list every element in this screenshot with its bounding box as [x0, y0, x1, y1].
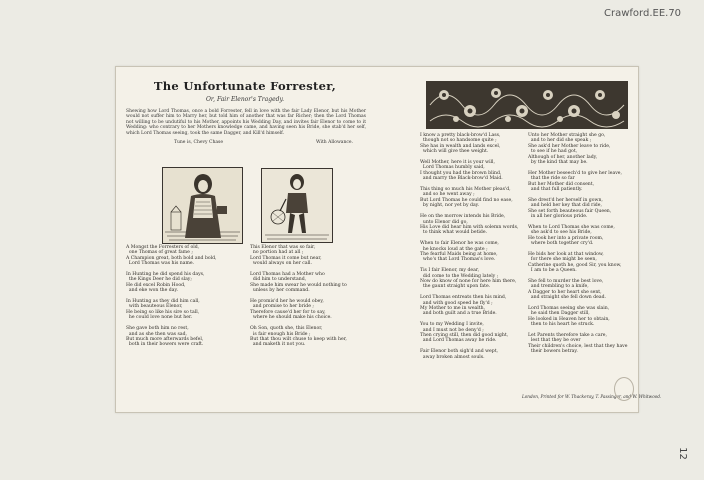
woodcut-woman-image — [162, 167, 243, 244]
page-number: 12 — [676, 447, 688, 460]
ballad-sheet — [115, 66, 662, 413]
tune-line: Tune is, Chevy Chase — [174, 140, 224, 145]
decorative-banner-image — [426, 81, 628, 129]
left-column — [116, 67, 374, 412]
printer-imprint: London, Printed for W. Thackeray, T. Passinger, and W. Whitwood. — [522, 394, 662, 399]
library-stamp — [614, 377, 634, 401]
verse-column-2: This Elenor that was so fair, no portion had at all ; Lord Thomas it come but near, would always on her call. Lord Thomas had a Mother who did him to understand, She made him swear he would nothing to unless by her command. He promis'd her he would obey, and promise to her bride ; Therefore cause'd her for to say, where he should make his choice. Oh Son, quoth she, this Elenor, is fair enough his Bride ; But that thou wilt chuse to keep with her, and maketh it not you. — [250, 245, 347, 348]
allowance-line: With Allowance. — [316, 140, 354, 145]
ballad-introduction: Shewing how Lord Thomas, once a bold Forrester, fell in love with the fair Lady Elenor, but his Mother would not suffer him to Marry her, but told him of another that was far Richer; then the Lord Thomas not willing to be undutiful to his Mother, appoints his Wedding Day, and invites fair Elenor to come to it Wedding: who contrary to her Mothers knowledge came, and having seen his Bride, she stab'd her self, which Lord Thomas seeing, took the same Dagger, and Kill'd himself. — [126, 109, 366, 136]
verse-column-3: I know a pretty black-brow'd Lass, though not so handsome quite ; She has in wealth and lands excel, which will give thee weight. Well Mother, here it is your will, Lord Thomas humbly said, I thought you had the brown blind, and marry the Black-brow'd Maid. This thing so much his Mother pleas'd, and so he went away ; But Lord Thomas he could find no ease, by night, nor yet by day. He on the morrow intends his Bride, unto Elenor did go, His Love did hear him with solemn words, to think what would betide. When to fair Elenor he was come, he knocks loud at the gate ; The fearful Maids being at home, who's that Lord Thomas's love. Tis I fair Elenor, my dear, did come to the Wedding lately ; Now do know of none for here him there, the gaunt straight upon fate. Lord Thomas entreats then his mind, and with good speed he fly'd ; My Mother to me in wealth, and both guilt and a true Bride. You to my Wedding I invite, and I must not be deny'd ; Then crying still, then did good night, and Lord Thomas away he ride. Fair Elenor both sigh'd and wept, away broken almost souls. — [420, 133, 519, 360]
catalog-annotation: Crawford.EE.70 — [604, 8, 682, 19]
verse-column-4: Unto her Mother straight she go, and to her did she speak ; She ask'd her Mother leave to ride, to see if he had got, Although of her, another lady, by the kind that may be. Her Mother beseech'd to give her leave, that the ride so far But her Mother did consent, and that full patiently. She drest'd her herself in gown, and held her key that did ride, She set forth beauteous fair Queen, in all her glorious pride. When to Lord Thomas she was come, she ask'd to see his Bride, He took her into a private room, where both together cry'd. He bids her look at that window, for there she might be seen, Catherine quoth he, good Sir, you know, I am to be a Queen. She fell to murder the best love, and trembling to a knife, A Dagger to her heart she sent, and straight she fell down dead. Lord Thomas seeing she was slain, he said then Dagger still, He looked in Heaven her to obtain, then to his heart he struck. Let Parents therefore take a care, lest that they be over Their children's choice, lest that they have their bowers betray. — [528, 133, 628, 355]
verse-column-1: A Mongst the Forresters of old, one Thomas of great fame ; A Champion great, both bold and bold, Lord Thomas was his name. In Hunting he did spend his days, the Kings Deer he did slay; He did excel Robin Hood, and eke won the day. In Hunting as they did him call, with beauteous Elenor, He being so like his sire so tall, he could love none but her. She gave both him no rest, and as she then was sad, But much more afterwards befel, both in their bowers were craft. — [126, 245, 217, 348]
ballad-subtitle: Or, Fair Elenor's Tragedy. — [206, 96, 284, 103]
woodcut-man-image — [261, 168, 333, 243]
ballad-title: The Unfortunate Forrester, — [153, 79, 337, 93]
